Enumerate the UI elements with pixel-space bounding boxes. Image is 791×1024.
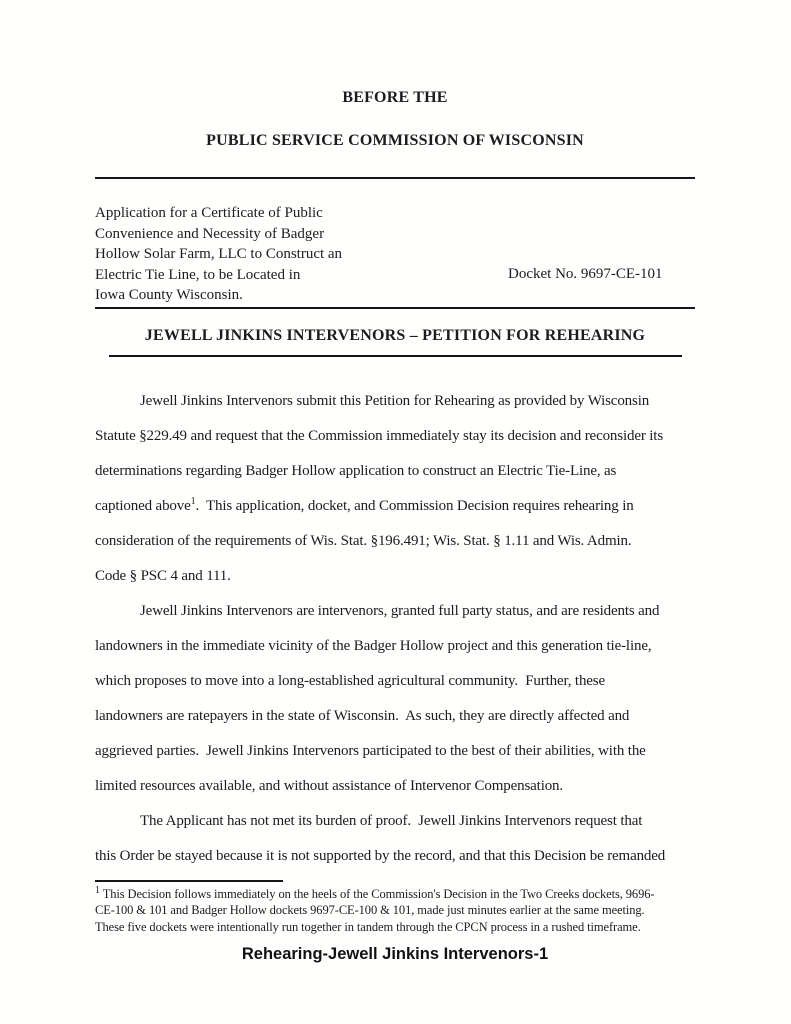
docket-number: Docket No. 9697-CE-101 [508,266,663,282]
body-line: Jewell Jinkins Intervenors are intervenors, granted full party status, and are residents and [140,602,660,619]
body-line: which proposes to move into a long-established agricultural community. Further, these [95,672,605,689]
body-line [95,489,695,524]
paragraph-3 [95,804,695,874]
body-line: landowners in the immediate vicinity of the Badger Hollow project and this generation tie-line, [95,637,652,654]
footnote [95,886,695,936]
paragraph-1 [95,384,695,594]
caption-line: Iowa County Wisconsin. [95,287,243,303]
footnote-marker: 1 [95,884,100,896]
footnote-reference: 1 [190,495,196,507]
body-line: Jewell Jinkins Intervenors submit this Petition for Rehearing as provided by Wisconsin [140,392,650,409]
header-divider [95,177,695,179]
header-before-the: BEFORE THE [342,89,448,106]
footnote-line [95,886,695,903]
caption-line: Application for a Certificate of Public [95,205,323,221]
case-caption [95,203,695,306]
footnote-separator [95,880,283,882]
body-line: The Applicant has not met its burden of proof. Jewell Jinkins Intervenors request that [140,812,643,829]
body-line: landowners are ratepayers in the state of Wisconsin. As such, they are directly affected and [95,707,630,724]
caption-line: Electric Tie Line, to be Located in [95,266,301,283]
body-line: determinations regarding Badger Hollow application to construct an Electric Tie-Line, as [95,462,617,479]
title-underline [109,355,682,357]
document-title: JEWELL JINKINS INTERVENORS – PETITION FOR REHEARING [144,326,646,344]
page-footer-label: Rehearing-Jewell Jinkins Intervenors-1 [241,945,549,963]
body-line-segment: captioned above [95,497,191,514]
body-line: limited resources available, and without assistance of Intervenor Compensation. [95,777,564,794]
footnote-line: CE-100 & 101 and Badger Hollow dockets 9697-CE-100 & 101, made just minutes earlier at the same meeting. [95,903,645,917]
footnote-line: These five dockets were intentionally run together in tandem through the CPCN process in a rushed timeframe. [95,919,641,934]
body-line: aggrieved parties. Jewell Jinkins Intervenors participated to the best of their abilities, with the [95,742,646,759]
caption-line: Hollow Solar Farm, LLC to Construct an [95,246,343,262]
body-line: consideration of the requirements of Wis. Stat. §196.491; Wis. Stat. § 1.11 and Wis. Admin. [95,532,632,549]
paragraph-2 [95,594,695,804]
caption-text [95,203,695,306]
footnote-text-segment: This Decision follows immediately on the heels of the Commission's Decision in the Two Creeks dockets, 9696- [99,886,655,901]
document-body [95,384,695,874]
caption-divider [95,307,695,309]
caption-line: Convenience and Necessity of Badger [95,225,325,242]
header-commission-name: PUBLIC SERVICE COMMISSION OF WISCONSIN [206,132,584,149]
body-line: this Order be stayed because it is not supported by the record, and that this Decision be remanded [95,847,666,864]
body-line: Code § PSC 4 and 111. [95,567,231,584]
body-line: Statute §229.49 and request that the Commission immediately stay its decision and reconsider its [95,427,664,444]
body-line-segment: . This application, docket, and Commission Decision requires rehearing in [195,497,634,514]
